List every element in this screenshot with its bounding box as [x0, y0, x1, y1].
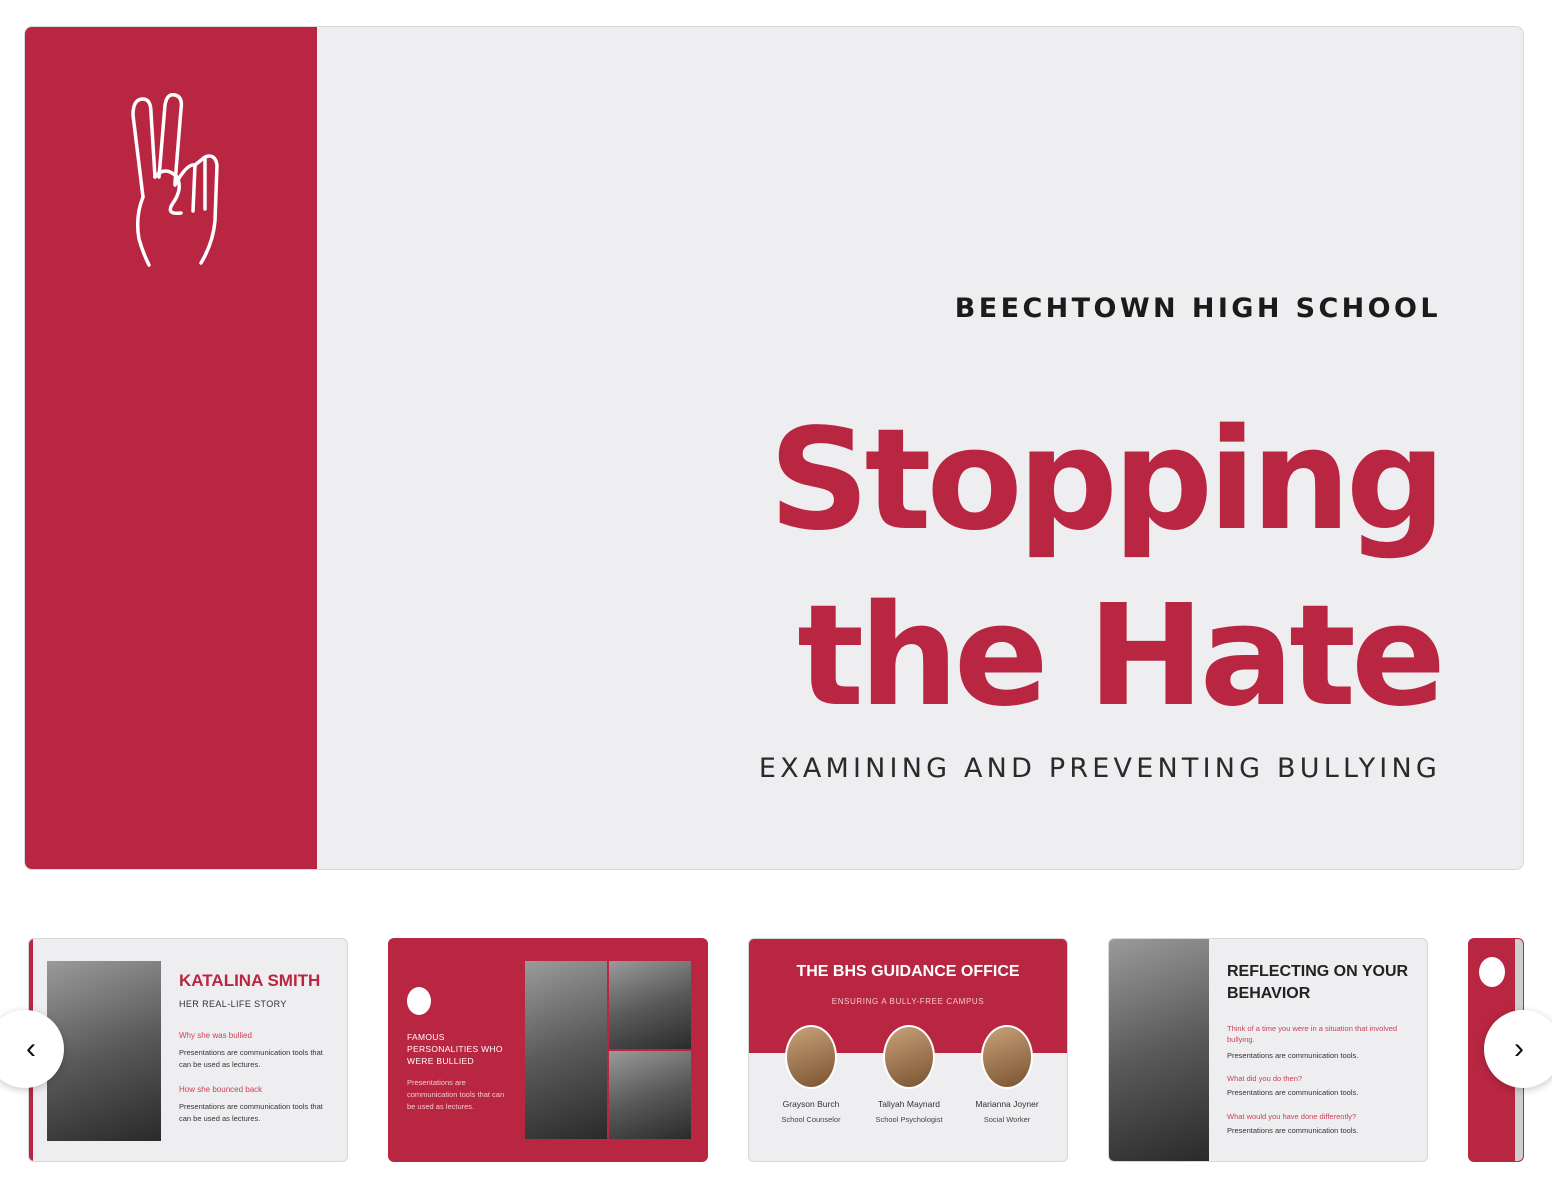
thumbnail-reflecting[interactable] — [1108, 938, 1428, 1162]
avatar — [785, 1025, 837, 1089]
thumb-title: KATALINA SMITH — [179, 971, 321, 990]
thumb-question: Why she was bullied — [179, 1031, 252, 1040]
staff-name: Marianna Joyner — [975, 1099, 1039, 1109]
thumbnail-guidance-office[interactable] — [748, 938, 1068, 1162]
slide-title-line2: the Hate — [797, 575, 1441, 738]
thumb-question: Think of a time you were in a situation that involved bullying. — [1227, 1024, 1398, 1044]
photo — [609, 1051, 691, 1139]
thumb-body: Presentations are communication tools. — [1227, 1051, 1359, 1060]
avatar — [883, 1025, 935, 1089]
thumbnail-katalina-smith[interactable] — [28, 938, 348, 1162]
thumb-title: FAMOUS PERSONALITIES WHO WERE BULLIED — [407, 1032, 503, 1066]
peace-hand-icon — [1479, 957, 1505, 987]
main-slide-preview — [24, 26, 1524, 870]
chevron-right-icon: › — [1514, 1032, 1524, 1065]
thumb-body: Presentations are communication tools that can be used as lectures. — [179, 1048, 323, 1069]
thumbnail-famous-personalities[interactable] — [388, 938, 708, 1162]
thumb-body: Presentations are communication tools. — [1227, 1088, 1359, 1097]
thumb-title: REFLECTING ON YOUR BEHAVIOR — [1227, 963, 1409, 1002]
thumb-subtitle: ENSURING A BULLY-FREE CAMPUS — [831, 997, 985, 1006]
photo — [525, 961, 607, 1139]
thumbnail-strip — [0, 938, 1552, 1164]
chevron-left-icon: ‹ — [26, 1032, 36, 1065]
staff-name: Grayson Burch — [782, 1099, 840, 1109]
staff-name: Taliyah Maynard — [878, 1099, 940, 1109]
staff-role: School Counselor — [781, 1115, 841, 1124]
photo — [609, 961, 691, 1049]
next-button[interactable] — [1484, 1010, 1552, 1088]
thumb-question: What would you have done differently? — [1227, 1112, 1357, 1121]
thumb-title: THE BHS GUIDANCE OFFICE — [796, 963, 1020, 980]
thumb-body: Presentations are communication tools that can be used as lectures. — [407, 1078, 505, 1111]
staff-role: School Psychologist — [875, 1115, 943, 1124]
peace-hand-icon — [125, 93, 221, 269]
slide-title — [769, 393, 1441, 745]
thumb-body: Presentations are communication tools. — [1227, 1126, 1359, 1135]
thumb-question: How she bounced back — [179, 1085, 263, 1094]
avatar — [981, 1025, 1033, 1089]
window-photo — [1109, 939, 1209, 1161]
slide-title-line1: Stopping — [768, 399, 1441, 562]
thumb-body: Presentations are communication tools that can be used as lectures. — [179, 1102, 323, 1123]
slide-subtitle: EXAMINING AND PREVENTING BULLYING — [758, 753, 1441, 784]
peace-hand-icon — [407, 987, 431, 1015]
thumb-question: What did you do then? — [1227, 1074, 1303, 1083]
staff-role: Social Worker — [983, 1115, 1031, 1124]
thumb-subtitle: HER REAL-LIFE STORY — [179, 999, 287, 1009]
school-name: BEECHTOWN HIGH SCHOOL — [954, 293, 1441, 324]
portrait-photo — [47, 961, 161, 1141]
